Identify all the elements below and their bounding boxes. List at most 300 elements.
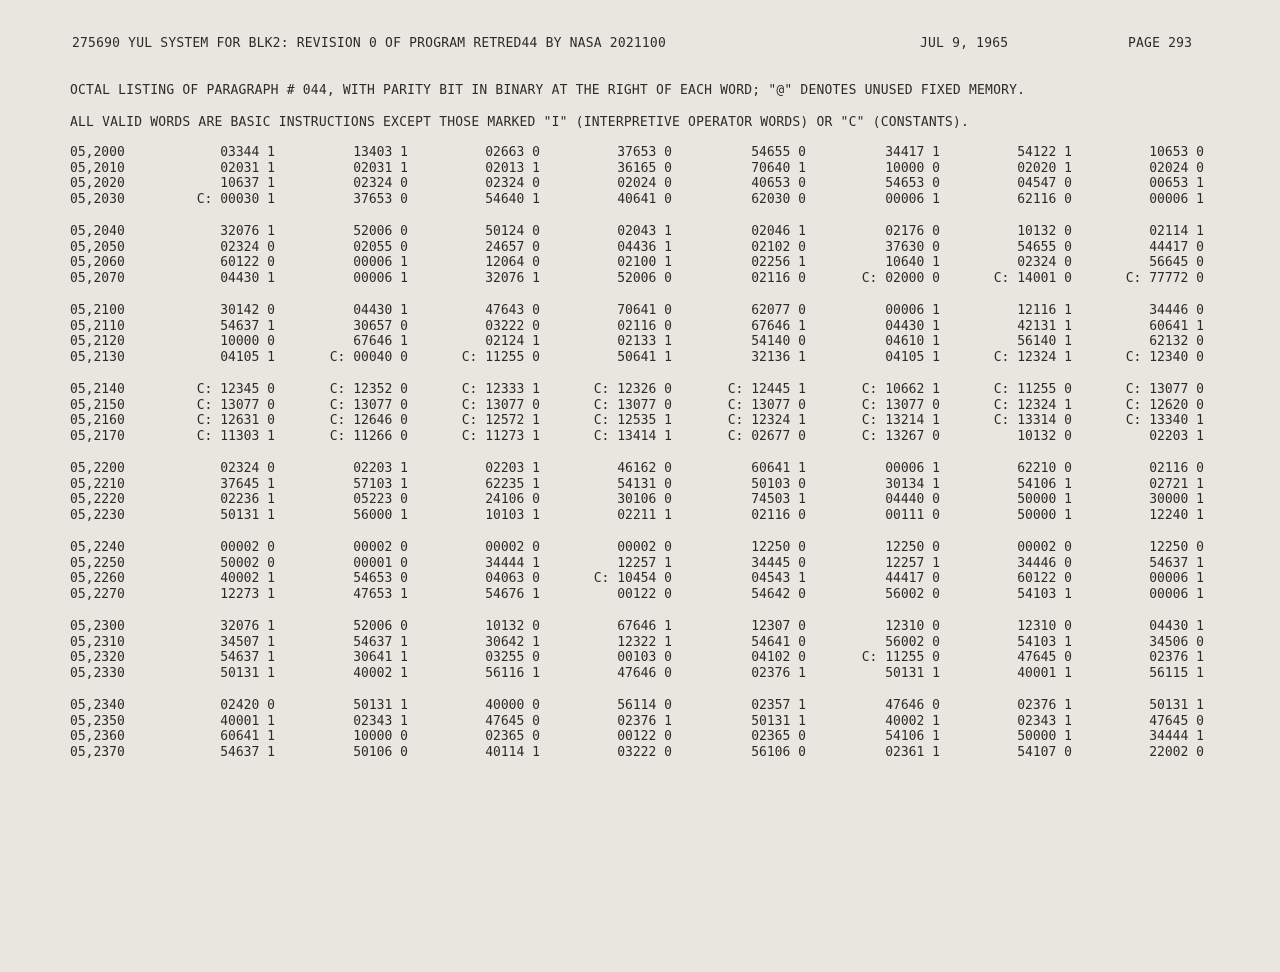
- octal-word: 02420 0: [220, 698, 275, 713]
- octal-word: 52006 0: [617, 270, 672, 286]
- memory-address: 05,2240: [70, 540, 125, 555]
- octal-word: 02376 1: [751, 665, 806, 681]
- octal-word: 37645 1: [220, 476, 275, 492]
- listing-block: [0, 224, 1280, 303]
- octal-word: 47645 0: [1149, 713, 1204, 729]
- octal-word: 04440 0: [885, 492, 940, 508]
- octal-listing-table: [0, 145, 1280, 777]
- description-line-1: OCTAL LISTING OF PARAGRAPH # 044, WITH PARITY BIT IN BINARY AT THE RIGHT OF EACH WORD; "@" DENOTES UNUSED FIXED MEMORY.: [70, 83, 1026, 98]
- octal-word: 02376 1: [1017, 698, 1072, 713]
- octal-word: 10132 0: [1017, 428, 1072, 444]
- octal-word: 32076 1: [485, 270, 540, 286]
- octal-word: 56115 1: [1149, 665, 1204, 681]
- octal-word: C: 12340 0: [1125, 349, 1204, 365]
- octal-word: 50000 1: [1017, 492, 1072, 508]
- octal-word: 44417 0: [1149, 239, 1204, 255]
- octal-word: 00006 1: [885, 303, 940, 318]
- octal-word: 47646 0: [617, 665, 672, 681]
- octal-word: C: 00030 1: [196, 191, 275, 207]
- octal-word: 44417 0: [885, 571, 940, 587]
- listing-row: [0, 461, 1280, 477]
- octal-word: 00103 0: [617, 650, 672, 666]
- octal-word: 03344 1: [220, 145, 275, 160]
- octal-word: 04063 0: [485, 571, 540, 587]
- octal-word: 54106 1: [885, 729, 940, 745]
- octal-word: 36165 0: [617, 160, 672, 176]
- octal-word: 10000 0: [353, 729, 408, 745]
- octal-word: 00006 1: [1149, 571, 1204, 587]
- octal-word: C: 13077 0: [861, 397, 940, 413]
- listing-block: [0, 145, 1280, 224]
- octal-word: 02046 1: [751, 224, 806, 239]
- octal-word: 04105 1: [885, 349, 940, 365]
- octal-word: 62132 0: [1149, 334, 1204, 350]
- memory-address: 05,2120: [70, 334, 125, 350]
- listing-row: [0, 319, 1280, 335]
- octal-word: 12250 0: [885, 540, 940, 555]
- octal-word: 04430 1: [353, 303, 408, 318]
- octal-word: 04430 1: [220, 270, 275, 286]
- octal-word: 05223 0: [353, 492, 408, 508]
- octal-word: 54653 0: [885, 176, 940, 192]
- listing-row: [0, 635, 1280, 651]
- octal-word: 52006 0: [353, 224, 408, 239]
- octal-word: 02343 1: [1017, 713, 1072, 729]
- octal-word: 34446 0: [1149, 303, 1204, 318]
- memory-address: 05,2000: [70, 145, 125, 160]
- octal-word: 12273 1: [220, 586, 275, 602]
- memory-address: 05,2160: [70, 413, 125, 429]
- octal-word: C: 13077 0: [593, 397, 672, 413]
- memory-address: 05,2130: [70, 349, 125, 365]
- listing-row: [0, 619, 1280, 635]
- octal-word: 50131 1: [353, 698, 408, 713]
- octal-word: C: 02000 0: [861, 270, 940, 286]
- octal-word: C: 13077 0: [196, 397, 275, 413]
- listing-row: [0, 714, 1280, 730]
- octal-word: 02211 1: [617, 507, 672, 523]
- memory-address: 05,2030: [70, 191, 125, 207]
- octal-word: 54637 1: [220, 318, 275, 334]
- octal-word: 02365 0: [751, 729, 806, 745]
- octal-word: 37653 0: [353, 191, 408, 207]
- octal-word: 02256 1: [751, 255, 806, 271]
- octal-word: 12310 0: [1017, 619, 1072, 634]
- octal-word: 54131 0: [617, 476, 672, 492]
- octal-word: C: 12646 0: [329, 413, 408, 429]
- octal-word: 02203 1: [353, 461, 408, 476]
- octal-word: 46162 0: [617, 461, 672, 476]
- octal-word: 02124 1: [485, 334, 540, 350]
- octal-word: C: 13340 1: [1125, 413, 1204, 429]
- octal-word: 34444 1: [1149, 729, 1204, 745]
- listing-row: [0, 429, 1280, 445]
- memory-address: 05,2110: [70, 318, 125, 334]
- octal-word: 50641 1: [617, 349, 672, 365]
- octal-word: C: 77772 0: [1125, 270, 1204, 286]
- octal-word: 02116 0: [617, 318, 672, 334]
- listing-row: [0, 729, 1280, 745]
- octal-word: 10103 1: [485, 507, 540, 523]
- memory-address: 05,2370: [70, 744, 125, 760]
- octal-word: C: 12352 0: [329, 382, 408, 397]
- listing-row: [0, 508, 1280, 524]
- octal-word: C: 11255 0: [861, 650, 940, 666]
- octal-word: 34445 0: [751, 555, 806, 571]
- listing-row: [0, 382, 1280, 398]
- memory-address: 05,2300: [70, 619, 125, 634]
- listing-row: [0, 350, 1280, 366]
- octal-word: 54676 1: [485, 586, 540, 602]
- octal-word: 34507 1: [220, 634, 275, 650]
- octal-word: 50000 1: [1017, 507, 1072, 523]
- octal-word: 03222 0: [485, 318, 540, 334]
- octal-word: 50002 0: [220, 555, 275, 571]
- octal-word: 54107 0: [1017, 744, 1072, 760]
- octal-word: 60641 1: [751, 461, 806, 476]
- octal-word: C: 13077 0: [329, 397, 408, 413]
- octal-word: 54106 1: [1017, 476, 1072, 492]
- octal-word: 12322 1: [617, 634, 672, 650]
- octal-word: 50106 0: [353, 744, 408, 760]
- octal-word: 02133 1: [617, 334, 672, 350]
- octal-word: C: 12324 1: [993, 397, 1072, 413]
- octal-word: 34444 1: [485, 555, 540, 571]
- octal-word: C: 14001 0: [993, 270, 1072, 286]
- memory-address: 05,2260: [70, 571, 125, 587]
- octal-word: 34506 0: [1149, 634, 1204, 650]
- octal-word: 37653 0: [617, 145, 672, 160]
- octal-word: 10637 1: [220, 176, 275, 192]
- octal-word: 00006 1: [353, 270, 408, 286]
- octal-word: 04547 0: [1017, 176, 1072, 192]
- octal-word: 02343 1: [353, 713, 408, 729]
- octal-word: C: 12631 0: [196, 413, 275, 429]
- octal-word: 02361 1: [885, 744, 940, 760]
- octal-word: 40002 1: [220, 571, 275, 587]
- listing-row: [0, 745, 1280, 761]
- listing-block: [0, 461, 1280, 540]
- octal-word: 02203 1: [1149, 428, 1204, 444]
- octal-word: C: 11255 0: [993, 382, 1072, 397]
- octal-word: 00006 1: [885, 191, 940, 207]
- octal-word: 67646 1: [617, 619, 672, 634]
- memory-address: 05,2150: [70, 397, 125, 413]
- octal-word: 60122 0: [1017, 571, 1072, 587]
- memory-address: 05,2250: [70, 555, 125, 571]
- octal-word: 54637 1: [220, 744, 275, 760]
- octal-word: 54637 1: [220, 650, 275, 666]
- octal-word: 02116 0: [751, 270, 806, 286]
- octal-word: C: 12324 1: [993, 349, 1072, 365]
- octal-word: 32076 1: [220, 619, 275, 634]
- octal-word: 34417 1: [885, 145, 940, 160]
- listing-row: [0, 240, 1280, 256]
- octal-word: 04430 1: [885, 318, 940, 334]
- octal-word: 32076 1: [220, 224, 275, 239]
- octal-word: 04430 1: [1149, 619, 1204, 634]
- memory-address: 05,2220: [70, 492, 125, 508]
- listing-row: [0, 192, 1280, 208]
- octal-word: 03255 0: [485, 650, 540, 666]
- octal-word: 02203 1: [485, 461, 540, 476]
- memory-address: 05,2270: [70, 586, 125, 602]
- octal-word: 02024 0: [617, 176, 672, 192]
- octal-word: 56000 1: [353, 507, 408, 523]
- octal-word: 30000 1: [1149, 492, 1204, 508]
- memory-address: 05,2060: [70, 255, 125, 271]
- octal-word: 02236 1: [220, 492, 275, 508]
- octal-word: 12250 0: [1149, 540, 1204, 555]
- octal-word: 40001 1: [220, 713, 275, 729]
- octal-word: 03222 0: [617, 744, 672, 760]
- octal-word: 02031 1: [353, 160, 408, 176]
- octal-word: 62210 0: [1017, 461, 1072, 476]
- octal-word: C: 00040 0: [329, 349, 408, 365]
- listing-row: [0, 176, 1280, 192]
- listing-block: [0, 619, 1280, 698]
- octal-word: C: 13214 1: [861, 413, 940, 429]
- octal-word: 54103 1: [1017, 634, 1072, 650]
- octal-word: 57103 1: [353, 476, 408, 492]
- listing-block: [0, 540, 1280, 619]
- octal-word: C: 12572 1: [461, 413, 540, 429]
- listing-row: [0, 477, 1280, 493]
- listing-row: [0, 255, 1280, 271]
- octal-word: 02024 0: [1149, 160, 1204, 176]
- memory-address: 05,2050: [70, 239, 125, 255]
- octal-word: 02324 0: [485, 176, 540, 192]
- octal-word: C: 11303 1: [196, 428, 275, 444]
- octal-word: C: 13314 0: [993, 413, 1072, 429]
- octal-word: 40000 0: [485, 698, 540, 713]
- octal-word: 54103 1: [1017, 586, 1072, 602]
- octal-word: 12307 0: [751, 619, 806, 634]
- octal-word: 50131 1: [885, 665, 940, 681]
- octal-word: 56002 0: [885, 634, 940, 650]
- octal-word: 02376 1: [1149, 650, 1204, 666]
- octal-word: 13403 1: [353, 145, 408, 160]
- listing-row: [0, 398, 1280, 414]
- octal-word: 00006 1: [1149, 191, 1204, 207]
- octal-word: 02031 1: [220, 160, 275, 176]
- octal-word: 34446 0: [1017, 555, 1072, 571]
- octal-word: C: 12620 0: [1125, 397, 1204, 413]
- octal-word: 56116 1: [485, 665, 540, 681]
- octal-word: 02324 0: [1017, 255, 1072, 271]
- listing-row: [0, 334, 1280, 350]
- octal-word: 12240 1: [1149, 507, 1204, 523]
- octal-word: 60641 1: [220, 729, 275, 745]
- octal-word: 62030 0: [751, 191, 806, 207]
- octal-word: 54140 0: [751, 334, 806, 350]
- octal-word: C: 13077 0: [1125, 382, 1204, 397]
- octal-word: 37630 0: [885, 239, 940, 255]
- octal-word: 32136 1: [751, 349, 806, 365]
- memory-address: 05,2320: [70, 650, 125, 666]
- octal-word: 10653 0: [1149, 145, 1204, 160]
- memory-address: 05,2070: [70, 270, 125, 286]
- listing-row: [0, 413, 1280, 429]
- octal-word: 00002 0: [617, 540, 672, 555]
- octal-word: C: 12333 1: [461, 382, 540, 397]
- memory-address: 05,2040: [70, 224, 125, 239]
- octal-word: 04543 1: [751, 571, 806, 587]
- octal-word: C: 11266 0: [329, 428, 408, 444]
- listing-row: [0, 587, 1280, 603]
- listing-row: [0, 271, 1280, 287]
- octal-word: 00002 0: [220, 540, 275, 555]
- octal-word: 56114 0: [617, 698, 672, 713]
- memory-address: 05,2230: [70, 507, 125, 523]
- octal-word: C: 10662 1: [861, 382, 940, 397]
- octal-word: 62077 0: [751, 303, 806, 318]
- octal-word: 30641 1: [353, 650, 408, 666]
- octal-word: 67646 1: [751, 318, 806, 334]
- listing-row: [0, 145, 1280, 161]
- octal-word: 02324 0: [220, 461, 275, 476]
- octal-word: C: 10454 0: [593, 571, 672, 587]
- octal-word: 02102 0: [751, 239, 806, 255]
- description-line-2: ALL VALID WORDS ARE BASIC INSTRUCTIONS EXCEPT THOSE MARKED "I" (INTERPRETIVE OPERATOR WORDS) OR "C" (CONSTANTS).: [70, 115, 969, 130]
- memory-address: 05,2140: [70, 382, 125, 397]
- octal-word: 00002 0: [1017, 540, 1072, 555]
- octal-word: 54637 1: [353, 634, 408, 650]
- octal-word: 60122 0: [220, 255, 275, 271]
- octal-word: 02324 0: [220, 239, 275, 255]
- listing-row: [0, 492, 1280, 508]
- octal-word: 30134 1: [885, 476, 940, 492]
- octal-word: C: 12445 1: [727, 382, 806, 397]
- octal-word: 00006 1: [353, 255, 408, 271]
- octal-word: 47643 0: [485, 303, 540, 318]
- octal-word: 62116 0: [1017, 191, 1072, 207]
- memory-address: 05,2340: [70, 698, 125, 713]
- octal-word: 47646 0: [885, 698, 940, 713]
- listing-row: [0, 650, 1280, 666]
- octal-word: 67646 1: [353, 334, 408, 350]
- octal-word: 54655 0: [1017, 239, 1072, 255]
- header-program-line: 275690 YUL SYSTEM FOR BLK2: REVISION 0 OF PROGRAM RETRED44 BY NASA 2021100: [72, 36, 666, 51]
- listing-row: [0, 303, 1280, 319]
- memory-address: 05,2360: [70, 729, 125, 745]
- octal-word: C: 11255 0: [461, 349, 540, 365]
- header-page-number: PAGE 293: [1128, 36, 1193, 51]
- octal-word: 40641 0: [617, 191, 672, 207]
- listing-block: [0, 382, 1280, 461]
- octal-word: 50000 1: [1017, 729, 1072, 745]
- memory-address: 05,2330: [70, 665, 125, 681]
- octal-word: 02365 0: [485, 729, 540, 745]
- octal-word: C: 13077 0: [461, 397, 540, 413]
- octal-word: 60641 1: [1149, 318, 1204, 334]
- listing-row: [0, 571, 1280, 587]
- octal-word: 40653 0: [751, 176, 806, 192]
- octal-word: 30642 1: [485, 634, 540, 650]
- octal-word: 04436 1: [617, 239, 672, 255]
- octal-word: 56645 0: [1149, 255, 1204, 271]
- octal-word: 54641 0: [751, 634, 806, 650]
- octal-word: C: 12324 1: [727, 413, 806, 429]
- memory-address: 05,2010: [70, 160, 125, 176]
- octal-word: 54642 0: [751, 586, 806, 602]
- listing-block: [0, 698, 1280, 777]
- octal-word: 00001 0: [353, 555, 408, 571]
- octal-word: 70640 1: [751, 160, 806, 176]
- octal-word: 10000 0: [220, 334, 275, 350]
- octal-word: 30657 0: [353, 318, 408, 334]
- octal-word: 54637 1: [1149, 555, 1204, 571]
- octal-word: 50131 1: [220, 665, 275, 681]
- memory-address: 05,2020: [70, 176, 125, 192]
- memory-address: 05,2200: [70, 461, 125, 476]
- octal-word: 40001 1: [1017, 665, 1072, 681]
- octal-word: 40002 1: [885, 713, 940, 729]
- octal-word: 10132 0: [1017, 224, 1072, 239]
- octal-word: C: 12345 0: [196, 382, 275, 397]
- octal-word: 02055 0: [353, 239, 408, 255]
- octal-word: 50131 1: [1149, 698, 1204, 713]
- octal-word: C: 13414 1: [593, 428, 672, 444]
- memory-address: 05,2310: [70, 634, 125, 650]
- octal-word: 00653 1: [1149, 176, 1204, 192]
- octal-word: C: 13077 0: [727, 397, 806, 413]
- octal-word: 04102 0: [751, 650, 806, 666]
- listing-row: [0, 224, 1280, 240]
- octal-word: 02663 0: [485, 145, 540, 160]
- octal-word: 62235 1: [485, 476, 540, 492]
- memory-address: 05,2100: [70, 303, 125, 318]
- octal-word: 10640 1: [885, 255, 940, 271]
- octal-word: 56106 0: [751, 744, 806, 760]
- octal-word: 12310 0: [885, 619, 940, 634]
- octal-word: 56140 1: [1017, 334, 1072, 350]
- octal-word: C: 11273 1: [461, 428, 540, 444]
- octal-word: 30142 0: [220, 303, 275, 318]
- octal-word: 54640 1: [485, 191, 540, 207]
- octal-word: 56002 0: [885, 586, 940, 602]
- listing-row: [0, 556, 1280, 572]
- octal-word: 02176 0: [885, 224, 940, 239]
- octal-word: 00002 0: [485, 540, 540, 555]
- octal-word: 12250 0: [751, 540, 806, 555]
- octal-word: 12257 1: [885, 555, 940, 571]
- octal-word: 52006 0: [353, 619, 408, 634]
- octal-word: 12257 1: [617, 555, 672, 571]
- octal-word: 04610 1: [885, 334, 940, 350]
- octal-word: 10132 0: [485, 619, 540, 634]
- octal-word: 10000 0: [885, 160, 940, 176]
- octal-word: 12116 1: [1017, 303, 1072, 318]
- octal-word: 02116 0: [751, 507, 806, 523]
- octal-word: 30106 0: [617, 492, 672, 508]
- octal-word: 00006 1: [885, 461, 940, 476]
- octal-word: 40002 1: [353, 665, 408, 681]
- octal-word: 12064 0: [485, 255, 540, 271]
- octal-word: 02116 0: [1149, 461, 1204, 476]
- octal-word: 24106 0: [485, 492, 540, 508]
- octal-word: 00122 0: [617, 586, 672, 602]
- octal-word: 70641 0: [617, 303, 672, 318]
- listing-row: [0, 666, 1280, 682]
- octal-word: 42131 1: [1017, 318, 1072, 334]
- octal-word: 50103 0: [751, 476, 806, 492]
- octal-word: 00111 0: [885, 507, 940, 523]
- header-date: JUL 9, 1965: [920, 36, 1009, 51]
- octal-word: 02376 1: [617, 713, 672, 729]
- octal-word: 02721 1: [1149, 476, 1204, 492]
- octal-word: 02013 1: [485, 160, 540, 176]
